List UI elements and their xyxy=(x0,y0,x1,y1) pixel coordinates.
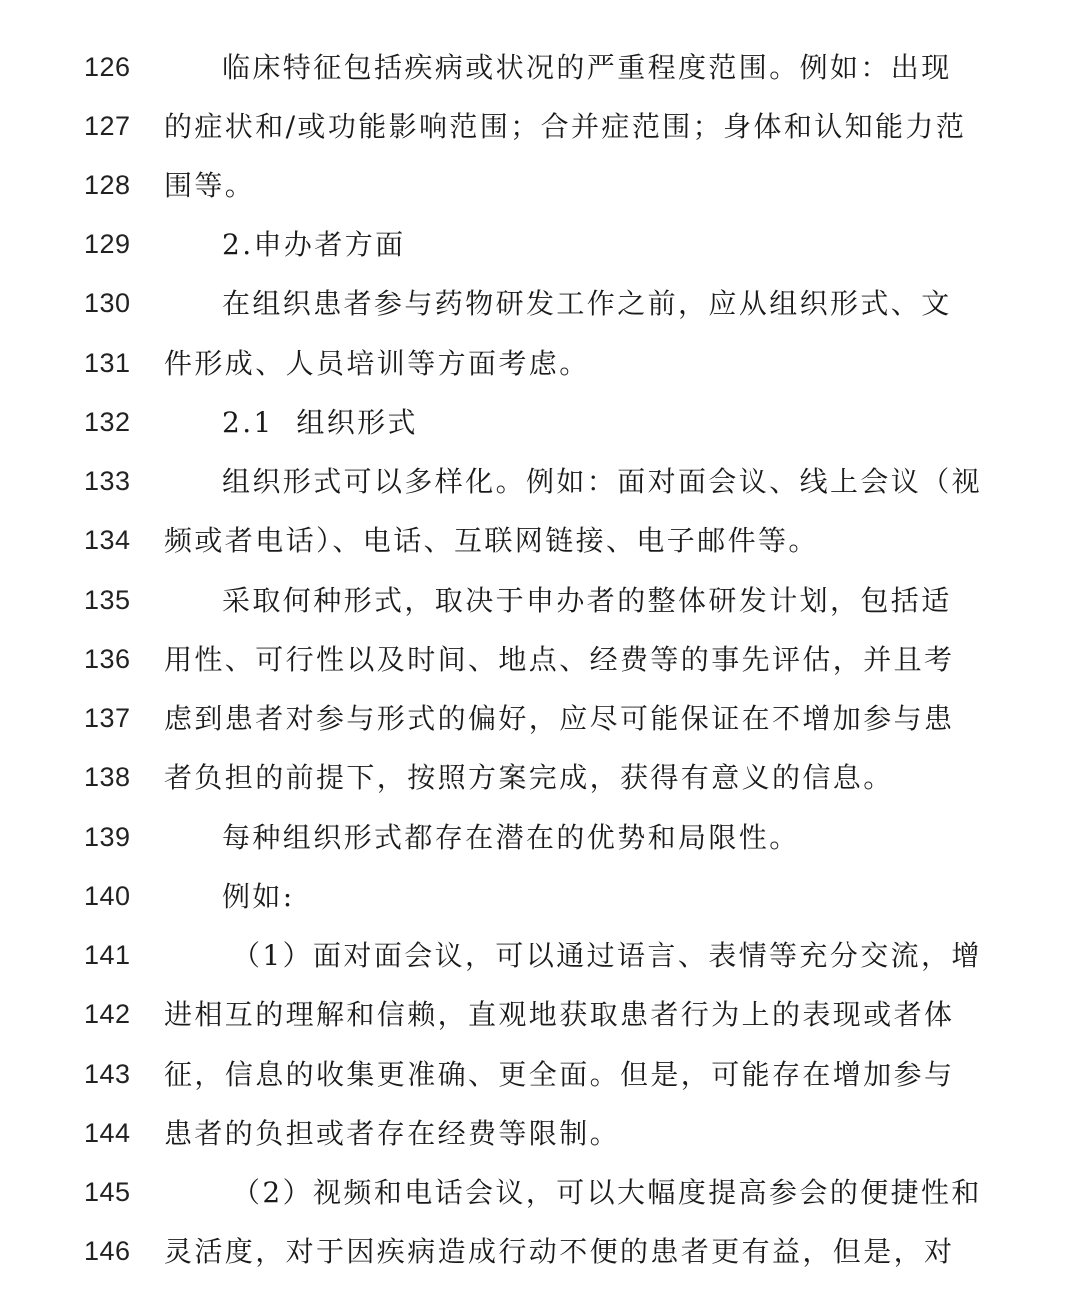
line-text: 围等。 xyxy=(164,169,256,202)
line-number: 145 xyxy=(84,1177,131,1207)
line-number: 144 xyxy=(84,1118,131,1148)
text-line xyxy=(0,274,1080,333)
line-text: 进相互的理解和信赖，直观地获取患者行为上的表现或者体 xyxy=(164,998,955,1031)
line-number: 143 xyxy=(84,1059,131,1089)
line-text: 件形成、人员培训等方面考虑。 xyxy=(164,347,590,380)
line-number: 130 xyxy=(84,288,131,318)
text-line xyxy=(0,215,1080,274)
line-text: 组织形式可以多样化。例如：面对面会议、线上会议（视 xyxy=(222,465,983,498)
text-line xyxy=(0,511,1080,570)
text-line xyxy=(0,1045,1080,1104)
line-text: 频或者电话）、电话、互联网链接、电子邮件等。 xyxy=(164,524,819,557)
text-line xyxy=(0,808,1080,867)
line-number: 139 xyxy=(84,822,131,852)
line-text: 患者的负担或者存在经费等限制。 xyxy=(164,1117,621,1150)
line-number: 129 xyxy=(84,229,131,259)
line-text: 灵活度，对于因疾病造成行动不便的患者更有益，但是，对 xyxy=(164,1235,955,1268)
line-number: 138 xyxy=(84,762,131,792)
text-line xyxy=(0,97,1080,156)
text-line xyxy=(0,926,1080,985)
text-line xyxy=(0,1163,1080,1222)
text-line xyxy=(0,748,1080,807)
line-number: 133 xyxy=(84,466,131,496)
text-line xyxy=(0,867,1080,926)
text-line xyxy=(0,985,1080,1044)
line-text: 临床特征包括疾病或状况的严重程度范围。例如：出现 xyxy=(222,51,952,84)
line-number: 127 xyxy=(84,111,131,141)
line-text: 的症状和/或功能影响范围；合并症范围；身体和认知能力范 xyxy=(164,110,967,143)
section-heading: 2.1 组织形式 xyxy=(222,406,418,439)
line-text: 每种组织形式都存在潜在的优势和局限性。 xyxy=(222,821,800,854)
text-line xyxy=(0,156,1080,215)
line-text: （1）面对面会议，可以通过语言、表情等充分交流，增 xyxy=(232,939,982,972)
line-number: 132 xyxy=(84,407,131,437)
section-heading: 2.申办者方面 xyxy=(222,228,406,261)
line-number: 134 xyxy=(84,525,131,555)
text-line xyxy=(0,393,1080,452)
line-number: 140 xyxy=(84,881,131,911)
text-line xyxy=(0,38,1080,97)
line-text: （2）视频和电话会议，可以大幅度提高参会的便捷性和 xyxy=(232,1176,982,1209)
text-line xyxy=(0,452,1080,511)
line-number: 136 xyxy=(84,644,131,674)
line-number: 126 xyxy=(84,52,131,82)
text-line xyxy=(0,1222,1080,1281)
line-number: 128 xyxy=(84,170,131,200)
line-text: 者负担的前提下，按照方案完成，获得有意义的信息。 xyxy=(164,761,894,794)
line-text: 征，信息的收集更准确、更全面。但是，可能存在增加参与 xyxy=(164,1058,955,1091)
line-number: 137 xyxy=(84,703,131,733)
line-text: 例如: xyxy=(222,880,295,913)
line-number: 131 xyxy=(84,348,131,378)
line-text: 虑到患者对参与形式的偏好，应尽可能保证在不增加参与患 xyxy=(164,702,955,735)
line-number: 141 xyxy=(84,940,131,970)
line-number: 146 xyxy=(84,1236,131,1266)
line-text: 采取何种形式，取决于申办者的整体研发计划，包括适 xyxy=(222,584,952,617)
text-line xyxy=(0,571,1080,630)
text-line xyxy=(0,689,1080,748)
text-line xyxy=(0,630,1080,689)
text-line xyxy=(0,1104,1080,1163)
line-text: 用性、可行性以及时间、地点、经费等的事先评估，并且考 xyxy=(164,643,955,676)
line-number: 135 xyxy=(84,585,131,615)
text-line xyxy=(0,334,1080,393)
line-number: 142 xyxy=(84,999,131,1029)
line-text: 在组织患者参与药物研发工作之前，应从组织形式、文 xyxy=(222,287,952,320)
